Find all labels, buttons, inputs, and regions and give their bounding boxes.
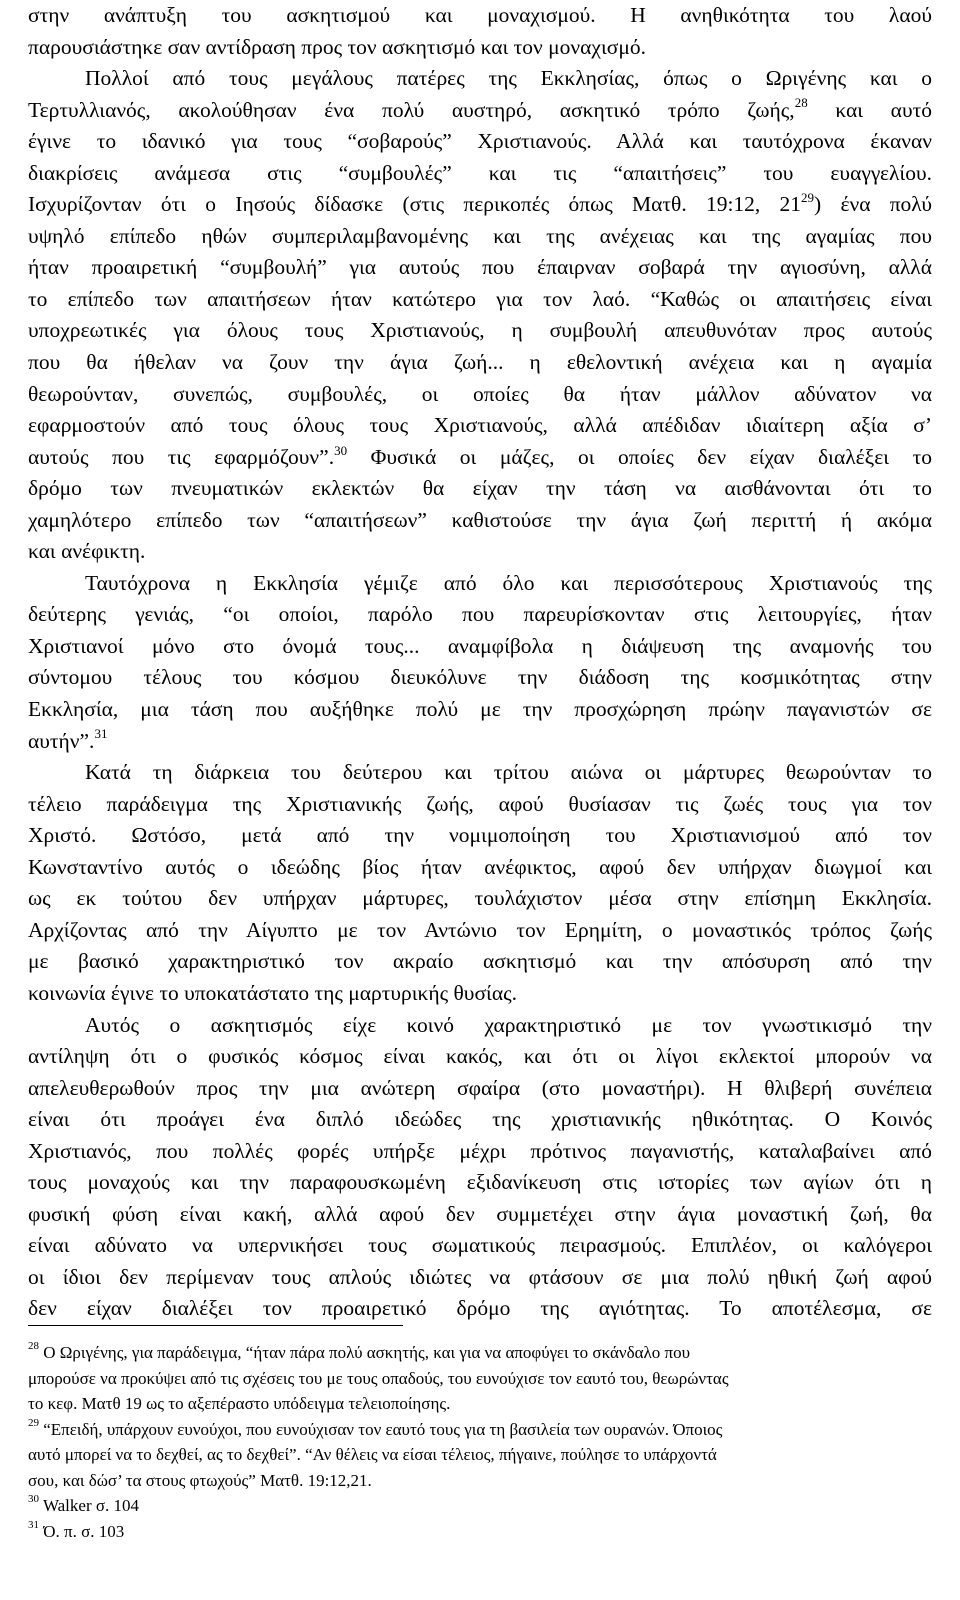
footnote-separator — [28, 1325, 403, 1326]
text-line: ως εκ τούτου δεν υπήρχαν μάρτυρες, τουλάχιστον μέσα στην επίσημη Εκκλησία. — [28, 886, 932, 911]
footnote-ref[interactable]: 28 — [794, 95, 808, 111]
text-line — [28, 726, 932, 758]
text-segment: Φυσικά οι μάζες, οι οποίες δεν είχαν διαλέξει το — [347, 444, 932, 469]
footnote-31 — [28, 1519, 932, 1545]
footnote-29 — [28, 1417, 932, 1494]
paragraph-1 — [28, 0, 932, 63]
text-line: είναι ότι προάγει ένα διπλό ιδεώδες της χριστιανικής ηθικότητας. Ο Κοινός — [28, 1107, 932, 1132]
text-segment: αυτούς που τις εφαρμόζουν”. — [28, 444, 335, 469]
text-line: παρουσιάστηκε σαν αντίδραση προς τον ασκητισμό και τον μοναχισμό. — [28, 34, 646, 59]
footnote-text-line: Walker σ. 104 — [39, 1496, 140, 1515]
text-line: Εκκλησία, μια τάση που αυξήθηκε πολύ με την προσχώρηση πρώην παγανιστών σε — [28, 697, 932, 722]
text-segment: ) ένα πολύ — [814, 192, 932, 217]
footnote-30 — [28, 1493, 932, 1519]
footnote-ref[interactable]: 30 — [334, 442, 348, 458]
text-line — [28, 442, 932, 474]
text-line: χαμηλότερο επίπεδο των “απαιτήσεων” καθιστούσε την άγια ζωή περιττή ή ακόμα — [28, 507, 932, 532]
text-line: Κατά τη διάρκεια του δεύτερου και τρίτου αιώνα οι μάρτυρες θεωρούνταν το — [85, 760, 932, 785]
footnote-28 — [28, 1340, 932, 1417]
text-line: εφαρμοστούν από τους όλους τους Χριστιανούς, αλλά απέδιδαν ιδιαίτερη αξία σ’ — [28, 413, 932, 438]
footnote-text-line: το κεφ. Ματθ 19 ως το αξεπέραστο υπόδειγμα τελειοποίησης. — [28, 1394, 451, 1413]
footnote-ref[interactable]: 31 — [94, 726, 108, 742]
text-line: στην ανάπτυξη του ασκητισμού και μοναχισμού. Η ανηθικότητα του λαού — [28, 3, 932, 27]
paragraph-3 — [28, 568, 932, 757]
text-line: αντίληψη ότι ο φυσικός κόσμος είναι κακός, και ότι οι λίγοι εκλεκτοί μπορούν να — [28, 1044, 932, 1069]
footnote-text-line: μπορούσε να προκύψει από τις σχέσεις του με τους οπαδούς, του ευνούχισε τον εαυτό του, θεωρώντας — [28, 1368, 729, 1388]
footnote-text-line: σου, και δώσ’ τα στους φτωχούς” Ματθ. 19:12,21. — [28, 1470, 372, 1490]
paragraph-4 — [28, 757, 932, 1009]
text-line: τέλειο παράδειγμα της Χριστιανικής ζωής, αφού θυσίασαν τις ζωές τους για τον — [28, 791, 932, 816]
text-segment: Τερτυλλιανός, ακολούθησαν ένα πολύ αυστηρό, ασκητικό τρόπο ζωής, — [28, 97, 795, 122]
footnote-text-line: “Επειδή, υπάρχουν ευνούχοι, που ευνούχισαν τον εαυτό τους για τη βασιλεία των ουρανών. Όποιος — [39, 1419, 723, 1439]
text-line: Αυτός ο ασκητισμός είχε κοινό χαρακτηριστικό με τον γνωστικισμό την — [85, 1012, 932, 1037]
text-line: Χριστιανός, που πολλές φορές υπήρξε μέχρι πρότινος παγανιστής, καταλαβαίνει από — [28, 1138, 932, 1163]
text-line: Κωνσταντίνο αυτός ο ιδεώδης βίος ήταν ανέφικτος, αφού δεν υπήρχαν διωγμοί και — [28, 854, 932, 879]
paragraph-5 — [28, 1010, 932, 1325]
text-segment: και αυτό — [835, 97, 932, 122]
text-line: Αρχίζοντας από την Αίγυπτο με τον Αντώνιο τον Ερημίτη, ο μοναστικός τρόπος ζωής — [28, 917, 932, 942]
text-line: έγινε το ιδανικό για τους “σοβαρούς” Χριστιανούς. Αλλά και ταυτόχρονα έκαναν — [28, 129, 932, 154]
text-line: Χριστιανοί μόνο στο όνομά τους... αναμφίβολα η διάψευση της αναμονής του — [28, 633, 932, 658]
footnote-text-line: Ό. π. σ. 103 — [39, 1521, 125, 1541]
text-line: με βασικό χαρακτηριστικό τον ακραίο ασκητισμό και την απόσυρση από την — [28, 949, 932, 974]
text-line: και ανέφικτη. — [28, 539, 146, 564]
text-line: το επίπεδο των απαιτήσεων ήταν κατώτερο για τον λαό. “Καθώς οι απαιτήσεις είναι — [28, 286, 932, 311]
footnotes — [28, 1340, 932, 1544]
text-line: κοινωνία έγινε το υποκατάστατο της μαρτυρικής θυσίας. — [28, 980, 517, 1005]
text-line: τους μοναχούς και την παραφουσκωμένη εξιδανίκευση στις ιστορίες των αγίων ότι η — [28, 1170, 932, 1195]
text-line — [28, 95, 932, 127]
paragraph-2 — [28, 63, 932, 568]
footnote-number: 29 — [28, 1416, 39, 1429]
text-line: που θα ήθελαν να ζουν την άγια ζωή... η εθελοντική ανέχεια και η αγαμία — [28, 350, 932, 375]
footnote-number: 28 — [28, 1340, 39, 1353]
footnote-number: 31 — [28, 1518, 39, 1531]
text-line: δεύτερης γενιάς, “οι οποίοι, παρόλο που παρευρίσκονταν στις λειτουργίες, ήταν — [28, 602, 932, 627]
text-segment: Ισχυρίζονταν ότι ο Ιησούς δίδασκε (στις περικοπές όπως Ματθ. 19:12, 21 — [28, 192, 802, 217]
footnote-number: 30 — [28, 1493, 39, 1506]
footnote-text-line: Ο Ωριγένης, για παράδειγμα, “ήταν πάρα πολύ ασκητής, και για να αποφύγει το σκάνδαλο που — [39, 1343, 691, 1362]
text-line: είναι αδύνατο να υπερνικήσει τους σωματικούς πειρασμούς. Επιπλέον, οι καλόγεροι — [28, 1233, 932, 1258]
text-line: οι ίδιοι δεν περίμεναν τους απλούς ιδιώτες να φτάσουν σε μια πολύ ηθική ζωή αφού — [28, 1264, 932, 1289]
text-line: απελευθερωθούν προς την μια ανώτερη σφαίρα (στο μοναστήρι). Η θλιβερή συνέπεια — [28, 1075, 932, 1100]
body-text — [28, 0, 932, 1325]
text-line: διακρίσεις ανάμεσα στις “συμβουλές” και τις “απαιτήσεις” του ευαγγελίου. — [28, 160, 932, 185]
text-line: υψηλό επίπεδο ηθών συμπεριλαμβανομένης και της ανέχειας και της αγαμίας που — [28, 223, 932, 248]
footnote-ref[interactable]: 29 — [801, 190, 815, 206]
text-line: Ταυτόχρονα η Εκκλησία γέμιζε από όλο και περισσότερους Χριστιανούς της — [85, 570, 932, 595]
text-line: φυσική φύση είναι κακή, αλλά αφού δεν συμμετέχει στην άγια μοναστική ζωή, θα — [28, 1201, 932, 1226]
text-line: Χριστό. Ωστόσο, μετά από την νομιμοποίηση του Χριστιανισμού από τον — [28, 823, 932, 848]
text-line: θεωρούνταν, συνεπώς, συμβουλές, οι οποίες θα ήταν μάλλον αδύνατον να — [28, 381, 932, 406]
text-line: υποχρεωτικές για όλους τους Χριστιανούς, η συμβουλή απευθυνόταν προς αυτούς — [28, 318, 932, 343]
text-line: δεν είχαν διαλέξει τον προαιρετικό δρόμο της αγιότητας. Το αποτέλεσμα, σε — [28, 1296, 932, 1321]
text-line: Πολλοί από τους μεγάλους πατέρες της Εκκλησίας, όπως ο Ωριγένης και ο — [85, 66, 932, 91]
text-line: δρόμο των πνευματικών εκλεκτών θα είχαν την τάση να αισθάνονται ότι το — [28, 476, 932, 501]
text-line: σύντομου τέλους του κόσμου διευκόλυνε την διάδοση της κοσμικότητας στην — [28, 665, 932, 690]
text-line: ήταν προαιρετική “συμβουλή” για αυτούς που έπαιρναν σοβαρά την αγιοσύνη, αλλά — [28, 255, 932, 280]
footnote-text-line: αυτό μπορεί να το δεχθεί, ας το δεχθεί”. “Αν θέλεις να είσαι τέλειος, πήγαινε, πούλησε το υπάρχοντά — [28, 1445, 717, 1464]
text-line — [28, 189, 932, 221]
text-segment: αυτήν”. — [28, 728, 95, 753]
